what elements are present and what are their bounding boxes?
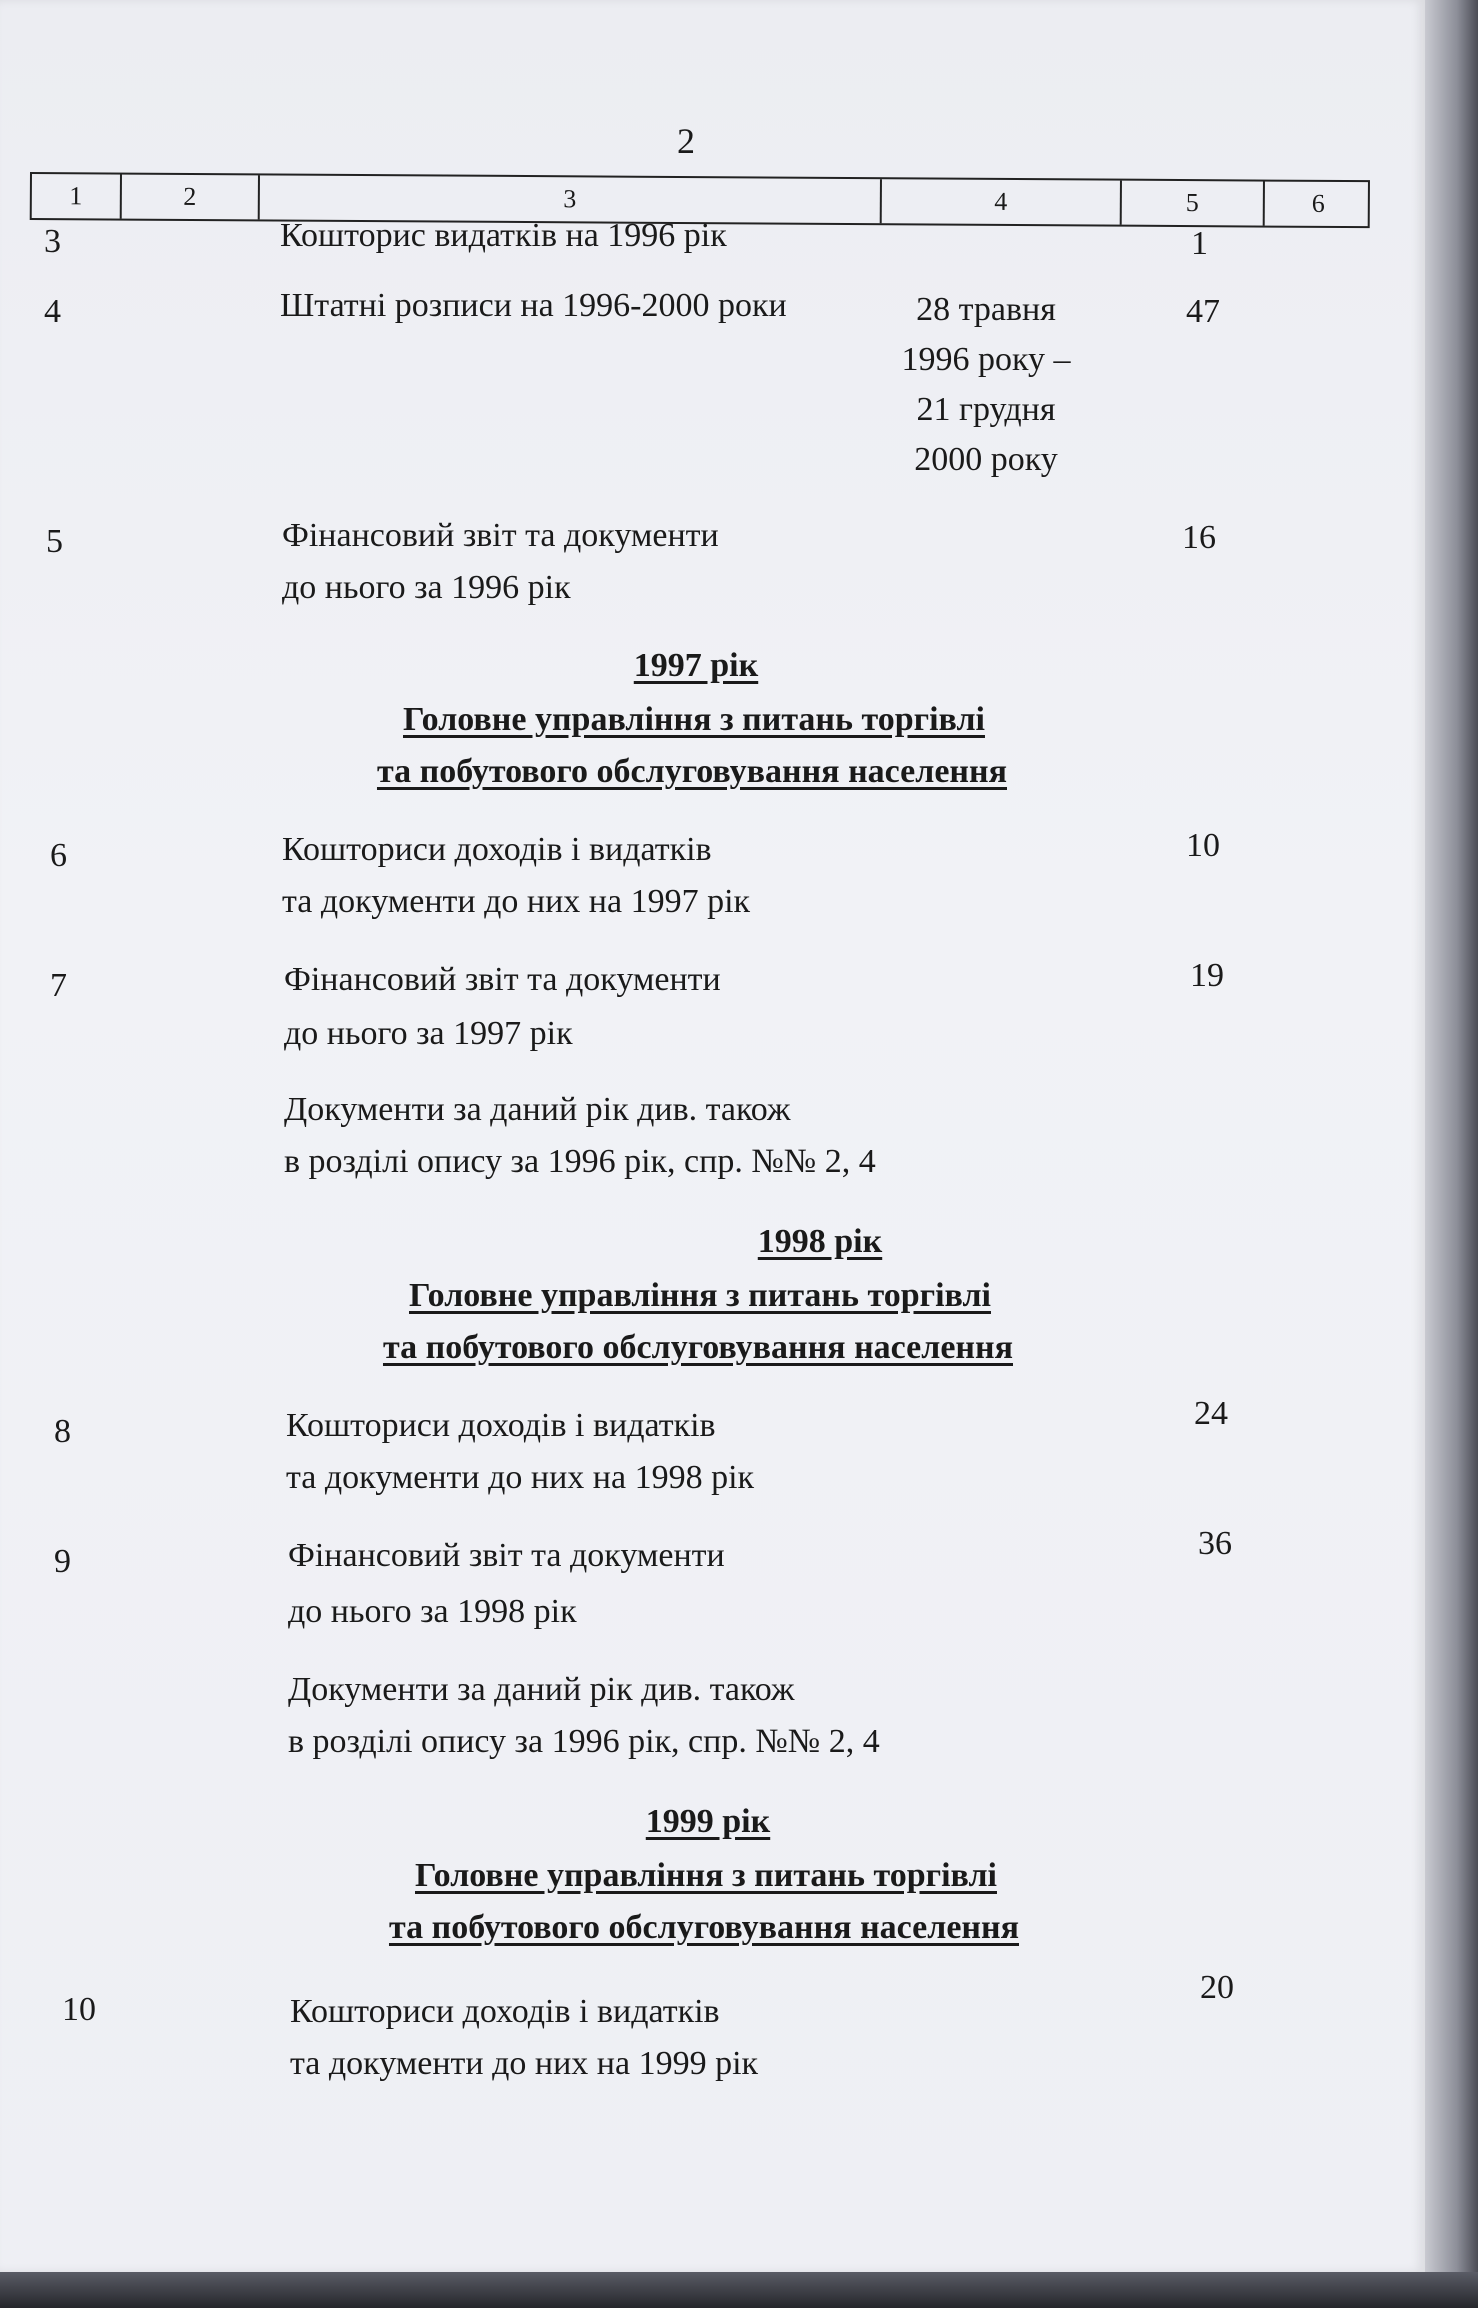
section-title: Головне управління з питань торгівлі <box>409 1277 991 1314</box>
entry-title: Фінансовий звіт та документи <box>284 961 721 998</box>
binding-edge <box>0 2272 1478 2308</box>
page-number: 2 <box>677 121 695 161</box>
cross-reference-note: Документи за даний рік див. також <box>288 1671 795 1708</box>
entry-title: Кошторис видатків на 1996 рік <box>280 217 727 254</box>
entry-title: Кошториси доходів і видатків <box>286 1407 716 1444</box>
entry-date: 1996 року – <box>901 341 1071 378</box>
entry-title: до нього за 1998 рік <box>288 1593 577 1630</box>
cross-reference-note: в розділі опису за 1996 рік, спр. №№ 2, 4 <box>288 1723 880 1760</box>
entry-number: 7 <box>50 967 67 1004</box>
page-edge-shadow <box>1425 0 1478 2308</box>
entry-number: 10 <box>62 1991 96 2028</box>
entry-title: Кошториси доходів і видатків <box>290 1993 720 2030</box>
entry-number: 6 <box>50 837 67 874</box>
entry-title: та документи до них на 1997 рік <box>282 883 751 920</box>
entry-title: Фінансовий звіт та документи <box>288 1537 725 1574</box>
header-col-4: 4 <box>882 179 1122 224</box>
header-col-2: 2 <box>122 175 260 220</box>
entry-pages: 16 <box>1182 519 1216 556</box>
header-col-1: 1 <box>32 174 122 219</box>
cross-reference-note: Документи за даний рік див. також <box>284 1091 791 1128</box>
entry-pages: 36 <box>1198 1525 1232 1562</box>
entry-number: 4 <box>44 293 61 330</box>
entry-pages: 10 <box>1186 827 1220 864</box>
section-year: 1999 рік <box>645 1803 771 1840</box>
header-col-6: 6 <box>1311 188 1325 218</box>
section-year: 1998 рік <box>757 1223 883 1260</box>
header-col-5: 5 <box>1122 181 1265 226</box>
section-year: 1997 рік <box>633 647 759 684</box>
entry-number: 5 <box>46 523 63 560</box>
entry-date: 28 травня <box>916 291 1056 328</box>
entry-pages: 47 <box>1186 293 1220 330</box>
entry-pages: 1 <box>1191 225 1208 262</box>
entry-title: до нього за 1996 рік <box>282 569 571 606</box>
entry-number: 9 <box>54 1543 71 1580</box>
entry-pages: 19 <box>1190 957 1224 994</box>
entry-title: та документи до них на 1998 рік <box>286 1459 755 1496</box>
entry-title: Фінансовий звіт та документи <box>282 517 719 554</box>
section-title: та побутового обслуговування населення <box>382 1329 1013 1366</box>
header-col-3: 3 <box>260 175 882 223</box>
entry-number: 8 <box>54 1413 71 1450</box>
entry-title: Кошториси доходів і видатків <box>282 831 712 868</box>
entry-date: 21 грудня <box>916 391 1056 428</box>
section-title: Головне управління з питань торгівлі <box>403 701 985 738</box>
entry-title: Штатні розписи на 1996-2000 роки <box>280 287 787 324</box>
cross-reference-note: в розділі опису за 1996 рік, спр. №№ 2, 4 <box>284 1143 876 1180</box>
entry-title: до нього за 1997 рік <box>284 1015 573 1052</box>
entry-date: 2000 року <box>914 441 1058 478</box>
entry-pages: 24 <box>1194 1395 1228 1432</box>
section-title: та побутового обслуговування населення <box>388 1909 1019 1946</box>
section-title: Головне управління з питань торгівлі <box>415 1857 997 1894</box>
section-title: та побутового обслуговування населення <box>376 753 1007 790</box>
entry-pages: 20 <box>1200 1969 1234 2006</box>
entry-number: 3 <box>44 223 61 260</box>
entry-title: та документи до них на 1999 рік <box>290 2045 759 2082</box>
